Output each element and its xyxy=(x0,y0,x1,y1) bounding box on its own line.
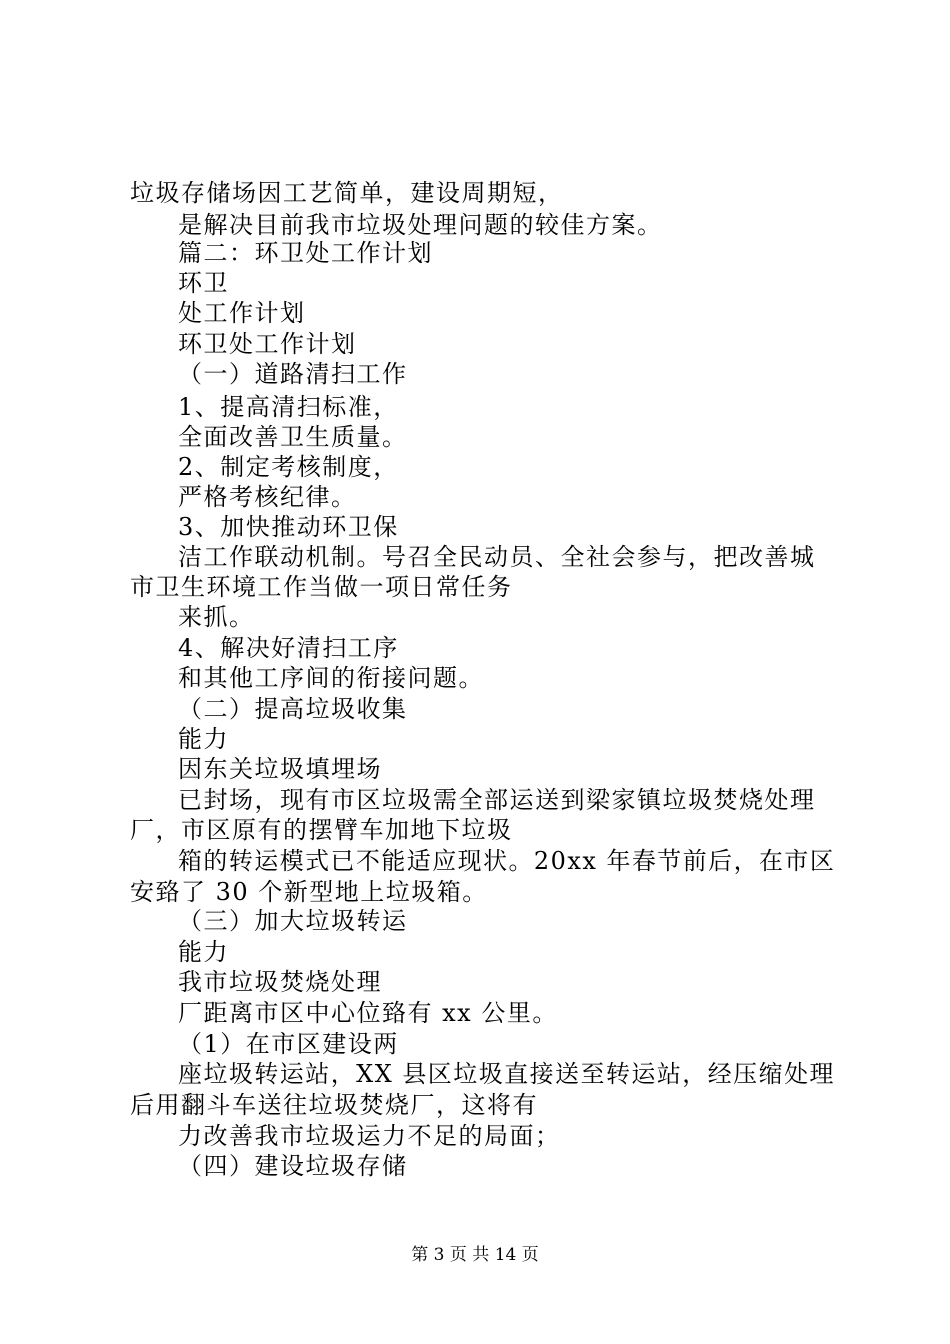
text-line: 能力 xyxy=(178,938,229,966)
text-line: 处工作计划 xyxy=(178,299,306,327)
text-line: 座垃圾转运站，XX 县区垃圾直接送至转运站，经压缩处理 xyxy=(178,1060,835,1088)
text-line: 洁工作联动机制。号召全民动员、全社会参与，把改善城 xyxy=(178,543,816,571)
text-line: 我市垃圾焚烧处理 xyxy=(178,968,382,996)
text-line: 4、解决好清扫工序 xyxy=(178,634,399,662)
text-line: 环卫处工作计划 xyxy=(178,330,357,358)
text-line: 安臵了 30 个新型地上垃圾箱。 xyxy=(130,878,488,906)
text-line: 3、加快推动环卫保 xyxy=(178,513,399,541)
text-line: 后用翻斗车送往垃圾焚烧厂，这将有 xyxy=(130,1091,538,1119)
text-line: 垃圾存储场因工艺简单，建设周期短， xyxy=(130,179,564,207)
text-line: 厂，市区原有的摆臂车加地下垃圾 xyxy=(130,816,513,844)
page-footer: 第 3 页 共 14 页 xyxy=(411,1245,539,1265)
text-line: 来抓。 xyxy=(178,603,255,631)
text-line: 能力 xyxy=(178,725,229,753)
subsection-heading: （一）道路清扫工作 xyxy=(178,360,408,388)
subsection-heading: （三）加大垃圾转运 xyxy=(178,907,408,935)
text-line: 市卫生环境工作当做一项日常任务 xyxy=(130,573,513,601)
subsection-heading: （四）建设垃圾存储 xyxy=(178,1152,408,1180)
section-heading: 篇二：环卫处工作计划 xyxy=(178,239,433,267)
text-line: 箱的转运模式已不能适应现状。20xx 年春节前后，在市区 xyxy=(178,847,836,875)
text-line: （1）在市区建设两 xyxy=(178,1030,399,1058)
text-line: 严格考核纪律。 xyxy=(178,483,357,511)
text-line: 已封场，现有市区垃圾需全部运送到梁家镇垃圾焚烧处理 xyxy=(178,786,816,814)
text-line: 环卫 xyxy=(178,269,229,297)
text-line: 1、提高清扫标准， xyxy=(178,393,399,421)
text-line: 和其他工序间的衔接问题。 xyxy=(178,664,484,692)
text-line: 是解决目前我市垃圾处理问题的较佳方案。 xyxy=(178,211,663,239)
text-line: 因东关垃圾填埋场 xyxy=(178,755,382,783)
subsection-heading: （二）提高垃圾收集 xyxy=(178,695,408,723)
text-line: 2、制定考核制度， xyxy=(178,453,399,481)
text-line: 全面改善卫生质量。 xyxy=(178,423,408,451)
text-line: 力改善我市垃圾运力不足的局面； xyxy=(178,1122,561,1150)
text-line: 厂距离市区中心位臵有 xx 公里。 xyxy=(178,999,558,1027)
